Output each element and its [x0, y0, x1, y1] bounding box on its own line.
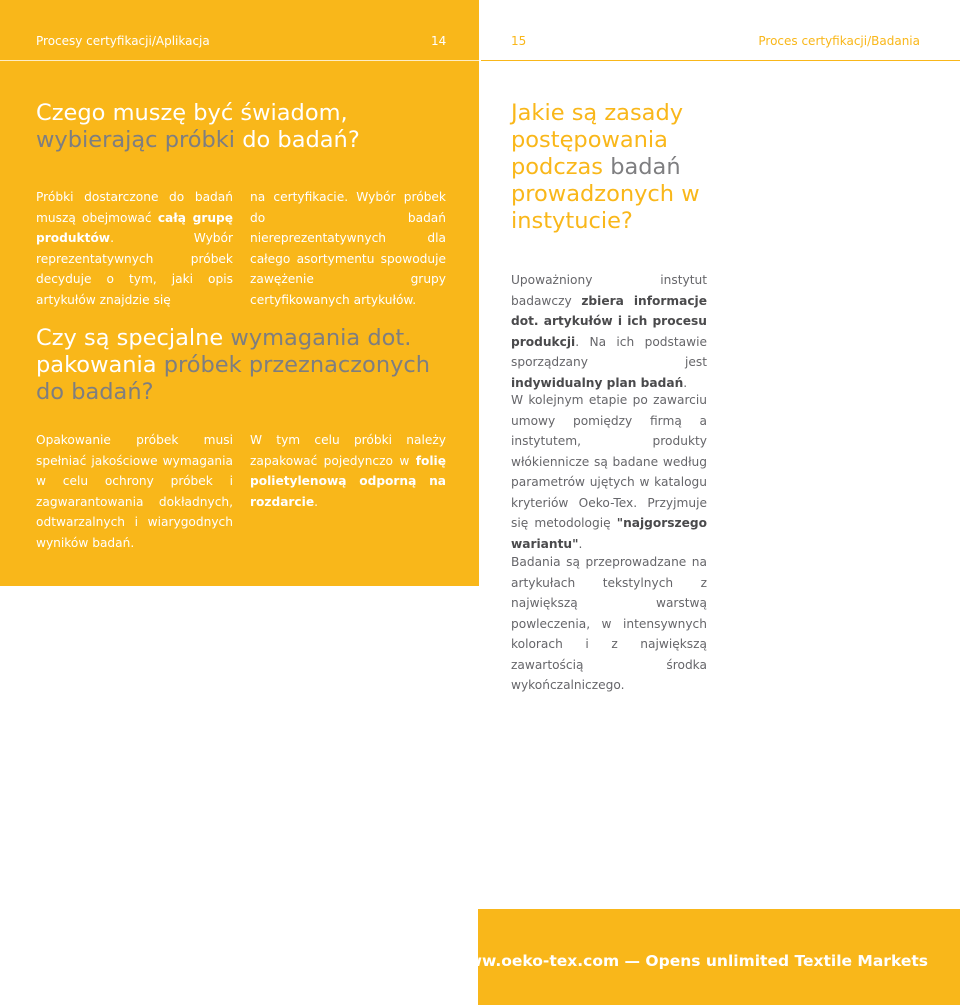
heading-part-emphasis: do badań? [36, 379, 154, 405]
right-page-section-title: Proces certyfikacji/Badania [758, 34, 920, 48]
heading-part-emphasis: wymagania dot. [230, 325, 412, 351]
paragraph-bold: indywidualny plan badań [511, 375, 684, 390]
left-page-number: 14 [431, 34, 447, 48]
paragraph-text: . Wybór reprezentatywnych próbek decyduje o tym, jaki opis artykułów znajdzie się [36, 231, 233, 307]
heading-part: pakowania [36, 352, 157, 378]
paragraph-bold: "najgorszego wariantu" [511, 516, 707, 551]
paragraph-certificate-scope: na certyfikacie. Wybór próbek do badań niereprezentatywnych dla całego asortymentu spowoduje zawężenie grupy certyfikowanych artykułów. [250, 190, 446, 307]
heading-part-emphasis: próbek przeznaczonych [163, 352, 431, 378]
heading-part: Czego muszę być świadom, [36, 100, 348, 126]
paragraph-packaging-quality: Opakowanie próbek musi spełniać jakościowe wymagania w celu ochrony próbek i zagwarantowania dokładnych, odtwarzalnych i wiarygodnych wyników badań. [36, 433, 233, 550]
heading-part: prowadzonych w instytucie? [511, 181, 700, 234]
heading-part-emphasis: badań [610, 154, 681, 180]
heading-part: Czy są specjalne [36, 325, 224, 351]
paragraph-institute-info [511, 270, 707, 393]
left-page-section-title: Procesy certyfikacji/Aplikacja [36, 34, 210, 48]
paragraph-bold: całą grupę produktów [36, 210, 234, 245]
paragraph-text: Próbki dostarczone do badań muszą obejmować [36, 190, 233, 225]
paragraph-text: Upoważniony instytut badawczy [511, 273, 707, 308]
paragraph-samples-scope [36, 187, 233, 310]
heading-testing-procedure [511, 100, 711, 235]
heading-part: Jakie są zasady postępowania podczas [511, 100, 684, 180]
paragraph-text: W kolejnym etapie po zawarciu umowy pomiędzy firmą a instytutem, produkty włókiennicze są badane według parametrów ujętych w katalogu kryteriów Oeko-Tex. Przyjmuje się metodologię [511, 393, 707, 530]
paragraph-bold: folię polietylenową odporną na rozdarcie [250, 453, 446, 509]
paragraph-text: . Na ich podstawie sporządzany jest [511, 334, 707, 369]
heading-sample-awareness [36, 100, 466, 154]
paragraph-testing-methodology [511, 390, 707, 554]
paragraph-testing-articles: Badania są przeprowadzane na artykułach tekstylnych z największą warstwą powleczenia, w intensywnych kolorach i z największą zawartością środka wykończalniczego. [511, 555, 707, 692]
heading-part: do badań? [242, 127, 360, 153]
heading-part-emphasis: wybierając próbki [36, 127, 236, 153]
paragraph-text: . [578, 536, 583, 551]
paragraph-text: . [314, 494, 318, 509]
paragraph-text: W tym celu próbki należy zapakować pojedynczo w [250, 433, 446, 468]
right-page-number: 15 [511, 34, 527, 48]
header-divider-left [0, 60, 479, 61]
header-divider-right [481, 60, 960, 61]
paragraph-bold: zbiera informacje dot. artykułów i ich procesu produkcji [511, 293, 707, 349]
paragraph-text: . [683, 375, 688, 390]
heading-packaging-requirements [36, 325, 466, 406]
footer-website-link[interactable]: www.oeko-tex.com — Opens unlimited Textile Markets [453, 952, 928, 970]
paragraph-packaging-method [250, 430, 446, 512]
